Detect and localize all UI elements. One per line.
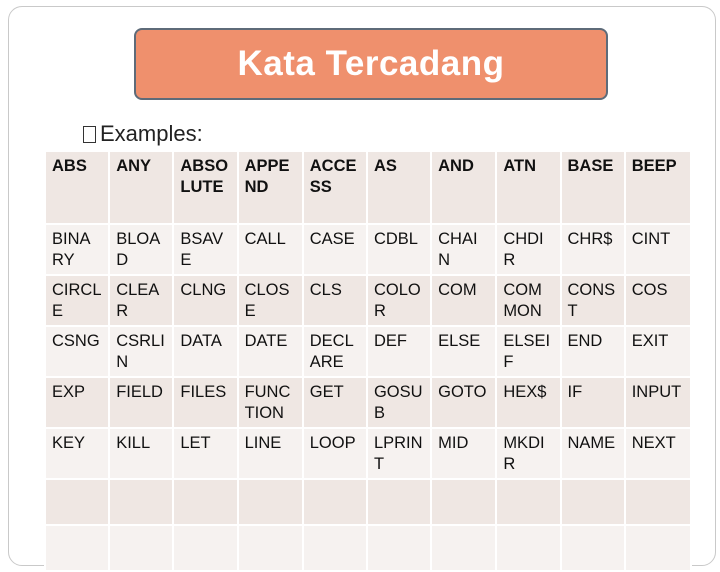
table-cell: EXIT [625,326,691,377]
table-cell: DECLARE [303,326,367,377]
table-cell: CHR$ [561,224,625,275]
bullet-box-icon [83,126,96,143]
table-cell: APPEND [238,151,303,224]
table-cell: KEY [45,428,109,479]
table-cell: ELSE [431,326,496,377]
table-cell: HEX$ [496,377,560,428]
table-cell: BEEP [625,151,691,224]
table-cell: CASE [303,224,367,275]
keyword-table [44,150,692,572]
table-cell: ANY [109,151,173,224]
table-row [45,275,691,326]
table-cell: CIRCLE [45,275,109,326]
table-cell: DATA [173,326,237,377]
table-cell: BASE [561,151,625,224]
table-cell-empty [303,525,367,571]
table-cell: NAME [561,428,625,479]
table-cell: LET [173,428,237,479]
table-row [45,428,691,479]
table-cell-empty [367,479,431,525]
table-cell: CSRLIN [109,326,173,377]
table-cell: IF [561,377,625,428]
table-cell: GOSUB [367,377,431,428]
table-cell: ELSEIF [496,326,560,377]
table-cell: GET [303,377,367,428]
table-cell: MID [431,428,496,479]
table-row [45,326,691,377]
table-row [45,224,691,275]
table-cell-empty [109,479,173,525]
table-cell-empty [45,479,109,525]
table-cell: BLOAD [109,224,173,275]
table-cell: END [561,326,625,377]
table-row-empty [45,479,691,525]
table-cell: COM [431,275,496,326]
slide-title-box [134,28,608,100]
table-cell-empty [625,479,691,525]
table-cell: CLS [303,275,367,326]
table-cell: CONST [561,275,625,326]
table-cell: GOTO [431,377,496,428]
table-cell: CLEAR [109,275,173,326]
table-cell-empty [367,525,431,571]
table-cell-empty [45,525,109,571]
table-cell: CLOSE [238,275,303,326]
table-cell: CHDIR [496,224,560,275]
table-cell: DATE [238,326,303,377]
table-cell: INPUT [625,377,691,428]
table-cell: CALL [238,224,303,275]
table-cell: ABS [45,151,109,224]
table-cell: EXP [45,377,109,428]
table-cell: BINARY [45,224,109,275]
table-cell: CLNG [173,275,237,326]
table-cell-empty [561,525,625,571]
table-cell-empty [173,479,237,525]
bullet-text: Examples: [100,121,203,146]
table-row [45,377,691,428]
table-cell-empty [496,525,560,571]
table-cell: AND [431,151,496,224]
table-cell: FILES [173,377,237,428]
table-cell: LOOP [303,428,367,479]
table-cell-empty [496,479,560,525]
table-cell: CINT [625,224,691,275]
table-cell: FUNCTION [238,377,303,428]
table-cell: NEXT [625,428,691,479]
table-cell: KILL [109,428,173,479]
table-cell-empty [625,525,691,571]
table-cell: BSAVE [173,224,237,275]
table-cell-empty [431,479,496,525]
table-cell-empty [303,479,367,525]
table-cell: DEF [367,326,431,377]
table-cell: COMMON [496,275,560,326]
table-cell-empty [238,525,303,571]
table-cell: AS [367,151,431,224]
table-row-empty [45,525,691,571]
slide-title: Kata Tercadang [237,44,505,83]
table-cell: LPRINT [367,428,431,479]
table-cell: FIELD [109,377,173,428]
table-cell-empty [173,525,237,571]
bullet-item [83,121,203,147]
table-cell: CDBL [367,224,431,275]
table-cell-empty [238,479,303,525]
table-cell: COLOR [367,275,431,326]
table-cell: LINE [238,428,303,479]
table-cell-empty [561,479,625,525]
table-cell-empty [431,525,496,571]
table-cell: ATN [496,151,560,224]
table-cell: CSNG [45,326,109,377]
table-row [45,151,691,224]
table-cell-empty [109,525,173,571]
table-cell: ACCESS [303,151,367,224]
table-cell: MKDIR [496,428,560,479]
table-cell: CHAIN [431,224,496,275]
table-cell: ABSOLUTE [173,151,237,224]
table-cell: COS [625,275,691,326]
